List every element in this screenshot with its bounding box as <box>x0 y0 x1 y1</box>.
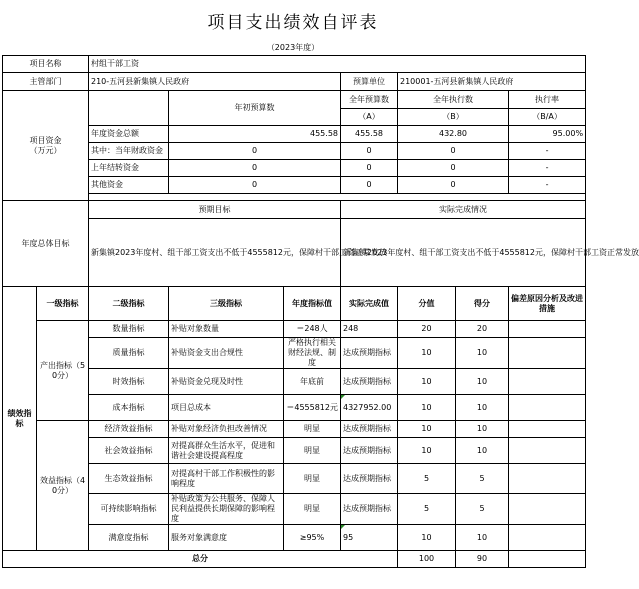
got-cell: 5 <box>456 494 509 525</box>
actual-goal-text: 新集镇2023年度村、组干部工资支出不低于4555812元，保障村干部工资正常发放 <box>341 219 586 287</box>
actual-cell: 达成预期指标 <box>341 369 398 395</box>
fund-row-rate: 95.00% <box>509 126 586 143</box>
fund-row-exec: 432.80 <box>398 126 509 143</box>
actual-cell: 达成预期指标 <box>341 421 398 438</box>
score-cell: 10 <box>398 395 456 421</box>
l3-cell: 补贴资金支出合规性 <box>169 338 284 369</box>
goals-label: 年度总体目标 <box>3 201 89 287</box>
dept-label: 主管部门 <box>3 73 89 91</box>
target-cell: 明显 <box>284 421 341 438</box>
expected-goal-text: 新集镇2023年度村、组干部工资支出不低于4555812元，保障村干部工资正常发放 <box>89 219 341 287</box>
l3-cell: 补贴政策为公共服务、保障人民利益提供长期保障的影响程度 <box>169 494 284 525</box>
fund-row-exec: 0 <box>398 160 509 177</box>
notes-cell <box>509 525 586 551</box>
got-cell: 10 <box>456 438 509 464</box>
notes-cell <box>509 438 586 464</box>
fund-row-full: 0 <box>341 177 398 194</box>
fund-row-exec: 0 <box>398 177 509 194</box>
fund-row-label: 年度资金总额 <box>89 126 169 143</box>
funds-label: 项目资金 （万元） <box>3 91 89 201</box>
l3-cell: 项目总成本 <box>169 395 284 421</box>
notes-cell <box>509 494 586 525</box>
l2-cell: 满意度指标 <box>89 525 169 551</box>
group-benefit: 效益指标（40分） <box>37 421 89 551</box>
perf-header-target: 年度指标值 <box>284 287 341 321</box>
l2-cell: 社会效益指标 <box>89 438 169 464</box>
evaluation-table <box>2 55 639 568</box>
l2-cell: 成本指标 <box>89 395 169 421</box>
fund-row-rate: - <box>509 177 586 194</box>
perf-header-l2: 二级指标 <box>89 287 169 321</box>
got-cell: 10 <box>456 395 509 421</box>
got-cell: 10 <box>456 369 509 395</box>
score-cell: 10 <box>398 525 456 551</box>
target-cell: 年底前 <box>284 369 341 395</box>
l3-cell: 服务对象满意度 <box>169 525 284 551</box>
actual-cell: 248 <box>341 321 398 338</box>
notes-cell <box>509 338 586 369</box>
fund-row-init: 0 <box>169 177 341 194</box>
notes-cell <box>509 369 586 395</box>
fund-row-label: 上年结转资金 <box>89 160 169 177</box>
fund-row-rate: - <box>509 143 586 160</box>
project-name-label: 项目名称 <box>3 56 89 73</box>
perf-header-l1: 一级指标 <box>37 287 89 321</box>
dept-value: 210-五河县新集镇人民政府 <box>89 73 341 91</box>
total-notes <box>509 551 586 568</box>
actual-cell: 达成预期指标 <box>341 494 398 525</box>
got-cell: 10 <box>456 338 509 369</box>
got-cell: 10 <box>456 525 509 551</box>
l2-cell: 生态效益指标 <box>89 464 169 494</box>
full-budget-a: （A） <box>341 109 398 126</box>
exec-header: 全年执行数 <box>398 91 509 109</box>
full-budget-header: 全年预算数 <box>341 91 398 109</box>
score-cell: 20 <box>398 321 456 338</box>
l2-cell: 质量指标 <box>89 338 169 369</box>
score-cell: 10 <box>398 338 456 369</box>
fund-row-label: 其中：当年财政资金 <box>89 143 169 160</box>
l3-cell: 补贴对象经济负担改善情况 <box>169 421 284 438</box>
notes-cell <box>509 395 586 421</box>
actual-cell: 达成预期指标 <box>341 438 398 464</box>
actual-cell: 达成预期指标 <box>341 464 398 494</box>
rate-ba: （B/A） <box>509 109 586 126</box>
notes-cell <box>509 464 586 494</box>
target-cell: 明显 <box>284 494 341 525</box>
got-cell: 20 <box>456 321 509 338</box>
fund-row-full: 455.58 <box>341 126 398 143</box>
target-cell: 明显 <box>284 464 341 494</box>
total-got: 90 <box>456 551 509 568</box>
score-cell: 10 <box>398 438 456 464</box>
fund-row-label: 其他资金 <box>89 177 169 194</box>
l3-cell: 对提高群众生活水平，促进和谐社会建设提高程度 <box>169 438 284 464</box>
page-title: 项目支出绩效自评表 <box>207 13 379 33</box>
expected-goal-header: 预期目标 <box>89 201 341 219</box>
budget-unit-label: 预算单位 <box>341 73 398 91</box>
fund-row-exec: 0 <box>398 143 509 160</box>
score-cell: 10 <box>398 421 456 438</box>
target-cell: ＝248人 <box>284 321 341 338</box>
notes-cell <box>509 321 586 338</box>
got-cell: 10 <box>456 421 509 438</box>
actual-goal-header: 实际完成情况 <box>341 201 586 219</box>
target-cell: 明显 <box>284 438 341 464</box>
init-budget-header: 年初预算数 <box>169 91 341 126</box>
actual-cell: 达成预期指标 <box>341 338 398 369</box>
budget-unit-value: 210001-五河县新集镇人民政府 <box>398 73 586 91</box>
got-cell: 5 <box>456 464 509 494</box>
score-cell: 5 <box>398 494 456 525</box>
exec-b: （B） <box>398 109 509 126</box>
perf-header-score: 分值 <box>398 287 456 321</box>
fund-row-init: 455.58 <box>169 126 341 143</box>
fund-row-full: 0 <box>341 143 398 160</box>
target-cell: ≥95% <box>284 525 341 551</box>
l2-cell: 可持续影响指标 <box>89 494 169 525</box>
fund-row-init: 0 <box>169 160 341 177</box>
actual-cell: 4327952.00 <box>341 395 398 421</box>
total-label: 总分 <box>3 551 398 568</box>
perf-label: 绩效指标 <box>3 287 37 551</box>
l3-cell: 补贴资金兑现及时性 <box>169 369 284 395</box>
l2-cell: 数量指标 <box>89 321 169 338</box>
target-cell: ＝4555812元 <box>284 395 341 421</box>
l3-cell: 补贴对象数量 <box>169 321 284 338</box>
l2-cell: 时效指标 <box>89 369 169 395</box>
notes-cell <box>509 421 586 438</box>
target-cell: 严格执行相关财经法规、制度 <box>284 338 341 369</box>
score-cell: 10 <box>398 369 456 395</box>
perf-header-actual: 实际完成值 <box>341 287 398 321</box>
project-name-value: 村组干部工资 <box>89 56 586 73</box>
group-output: 产出指标（50分） <box>37 321 89 421</box>
rate-header: 执行率 <box>509 91 586 109</box>
score-cell: 5 <box>398 464 456 494</box>
perf-header-l3: 三级指标 <box>169 287 284 321</box>
actual-cell: 95 <box>341 525 398 551</box>
fund-row-full: 0 <box>341 160 398 177</box>
l3-cell: 对提高村干部工作积极性的影响程度 <box>169 464 284 494</box>
fund-row-rate: - <box>509 160 586 177</box>
year-subtitle: （2023年度） <box>266 43 320 52</box>
l2-cell: 经济效益指标 <box>89 421 169 438</box>
perf-header-notes: 偏差原因分析及改进措施 <box>509 287 586 321</box>
fund-row-init: 0 <box>169 143 341 160</box>
total-score: 100 <box>398 551 456 568</box>
perf-header-got: 得分 <box>456 287 509 321</box>
